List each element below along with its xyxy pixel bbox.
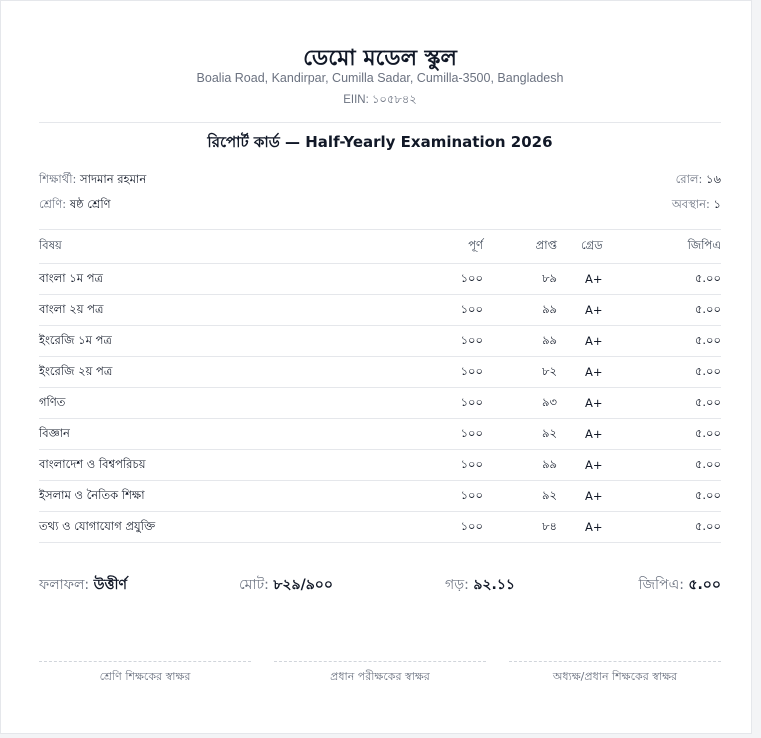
signature-head-examiner: [274, 661, 486, 687]
subject-cell: ইংরেজি ১ম পত্র: [39, 326, 399, 357]
grade-cell: A+: [557, 512, 655, 543]
signature-caption: শ্রেণি শিক্ষকের স্বাক্ষর: [99, 670, 191, 683]
signature-line: [39, 661, 251, 662]
student-name: [39, 171, 146, 190]
signature-principal: [509, 661, 721, 687]
obtained-marks-cell: ৯৩: [483, 388, 557, 419]
signature-line: [509, 661, 721, 662]
student-class-label: শ্রেণি:: [39, 197, 70, 211]
student-roll-value: ১৬: [706, 172, 721, 186]
grade-cell: A+: [557, 419, 655, 450]
header-grade-point: জিপিএ: [655, 230, 721, 264]
full-marks-cell: ১০০: [399, 295, 483, 326]
full-marks-cell: ১০০: [399, 357, 483, 388]
full-marks-cell: ১০০: [399, 450, 483, 481]
subject-cell: বাংলা ১ম পত্র: [39, 264, 399, 295]
table-header-row: [39, 230, 721, 264]
student-class: [39, 196, 111, 215]
grade-point-cell: ৫.০০: [655, 419, 721, 450]
student-roll-label: রোল:: [675, 172, 707, 186]
student-position-label: অবস্থান:: [671, 197, 714, 211]
summary-average: [445, 573, 515, 597]
grade-cell: A+: [557, 357, 655, 388]
average-label: গড়:: [445, 577, 474, 593]
student-name-value: সাদমান রহমান: [80, 172, 147, 186]
total-label: মোট:: [239, 577, 274, 593]
table-row: [39, 388, 721, 419]
grade-cell: A+: [557, 264, 655, 295]
gpa-label: জিপিএ:: [638, 577, 689, 593]
subject-cell: গণিত: [39, 388, 399, 419]
eiin-value: ১০৫৮৪২: [371, 94, 417, 106]
header-divider: [39, 122, 721, 123]
full-marks-cell: ১০০: [399, 326, 483, 357]
header-subject: বিষয়: [39, 230, 399, 264]
school-name: ডেমো মডেল স্কুল: [303, 46, 457, 71]
subject-cell: বিজ্ঞান: [39, 419, 399, 450]
full-marks-cell: ১০০: [399, 264, 483, 295]
grade-point-cell: ৫.০০: [655, 357, 721, 388]
result-summary: [39, 573, 721, 599]
obtained-marks-cell: ৯৯: [483, 326, 557, 357]
obtained-marks-cell: ৮৯: [483, 264, 557, 295]
total-value: ৮২৯/৯০০: [273, 577, 333, 593]
grade-cell: A+: [557, 388, 655, 419]
marks-table-body: [39, 264, 721, 543]
grade-point-cell: ৫.০০: [655, 450, 721, 481]
table-row: [39, 295, 721, 326]
grade-point-cell: ৫.০০: [655, 264, 721, 295]
full-marks-cell: ১০০: [399, 388, 483, 419]
table-row: [39, 450, 721, 481]
school-eiin: [39, 91, 721, 110]
summary-gpa: [639, 573, 721, 597]
grade-point-cell: ৫.০০: [655, 481, 721, 512]
grade-point-cell: ৫.০০: [655, 326, 721, 357]
subject-cell: ইসলাম ও নৈতিক শিক্ষা: [39, 481, 399, 512]
signature-caption: প্রধান পরীক্ষকের স্বাক্ষর: [330, 670, 430, 683]
subject-cell: বাংলাদেশ ও বিশ্বপরিচয়: [39, 450, 399, 481]
signature-class-teacher: [39, 661, 251, 687]
subject-cell: বাংলা ২য় পত্র: [39, 295, 399, 326]
full-marks-cell: ১০০: [399, 512, 483, 543]
grade-point-cell: ৫.০০: [655, 512, 721, 543]
marks-table: [39, 229, 721, 543]
obtained-marks-cell: ৯২: [483, 419, 557, 450]
school-address: Boalia Road, Kandirpar, Cumilla Sadar, Cumilla-3500, Bangladesh: [196, 71, 564, 85]
result-label: ফলাফল:: [39, 577, 94, 593]
result-value: উত্তীর্ণ: [93, 577, 127, 593]
table-row: [39, 357, 721, 388]
table-row: [39, 481, 721, 512]
student-class-value: ষষ্ঠ শ্রেণি: [69, 197, 111, 211]
table-row: [39, 419, 721, 450]
obtained-marks-cell: ৯৯: [483, 295, 557, 326]
header-full-marks: পূর্ণ: [399, 230, 483, 264]
full-marks-cell: ১০০: [399, 481, 483, 512]
summary-total: [239, 573, 333, 597]
eiin-label: EIIN:: [343, 94, 372, 106]
table-row: [39, 326, 721, 357]
grade-cell: A+: [557, 295, 655, 326]
signature-section: [39, 661, 721, 691]
signature-caption: অধ্যক্ষ/প্রধান শিক্ষকের স্বাক্ষর: [552, 670, 678, 683]
student-name-label: শিক্ষার্থী:: [39, 172, 81, 186]
summary-result: [39, 573, 127, 597]
subject-cell: ইংরেজি ২য় পত্র: [39, 357, 399, 388]
full-marks-cell: ১০০: [399, 419, 483, 450]
header-obtained-marks: প্রাপ্ত: [483, 230, 557, 264]
obtained-marks-cell: ৮৪: [483, 512, 557, 543]
student-position-value: ১: [713, 197, 721, 211]
gpa-value: ৫.০০: [688, 577, 721, 593]
obtained-marks-cell: ৯৯: [483, 450, 557, 481]
table-row: [39, 512, 721, 543]
grade-cell: A+: [557, 481, 655, 512]
grade-point-cell: ৫.০০: [655, 295, 721, 326]
signature-line: [274, 661, 486, 662]
report-title: রিপোর্ট কার্ড — Half-Yearly Examination 2026: [207, 133, 553, 151]
obtained-marks-cell: ৯২: [483, 481, 557, 512]
header-grade: গ্রেড: [557, 230, 655, 264]
student-position: [672, 196, 721, 215]
average-value: ৯২.১১: [473, 577, 516, 593]
subject-cell: তথ্য ও যোগাযোগ প্রযুক্তি: [39, 512, 399, 543]
grade-point-cell: ৫.০০: [655, 388, 721, 419]
student-roll: [676, 171, 721, 190]
table-row: [39, 264, 721, 295]
grade-cell: A+: [557, 326, 655, 357]
grade-cell: A+: [557, 450, 655, 481]
obtained-marks-cell: ৮২: [483, 357, 557, 388]
